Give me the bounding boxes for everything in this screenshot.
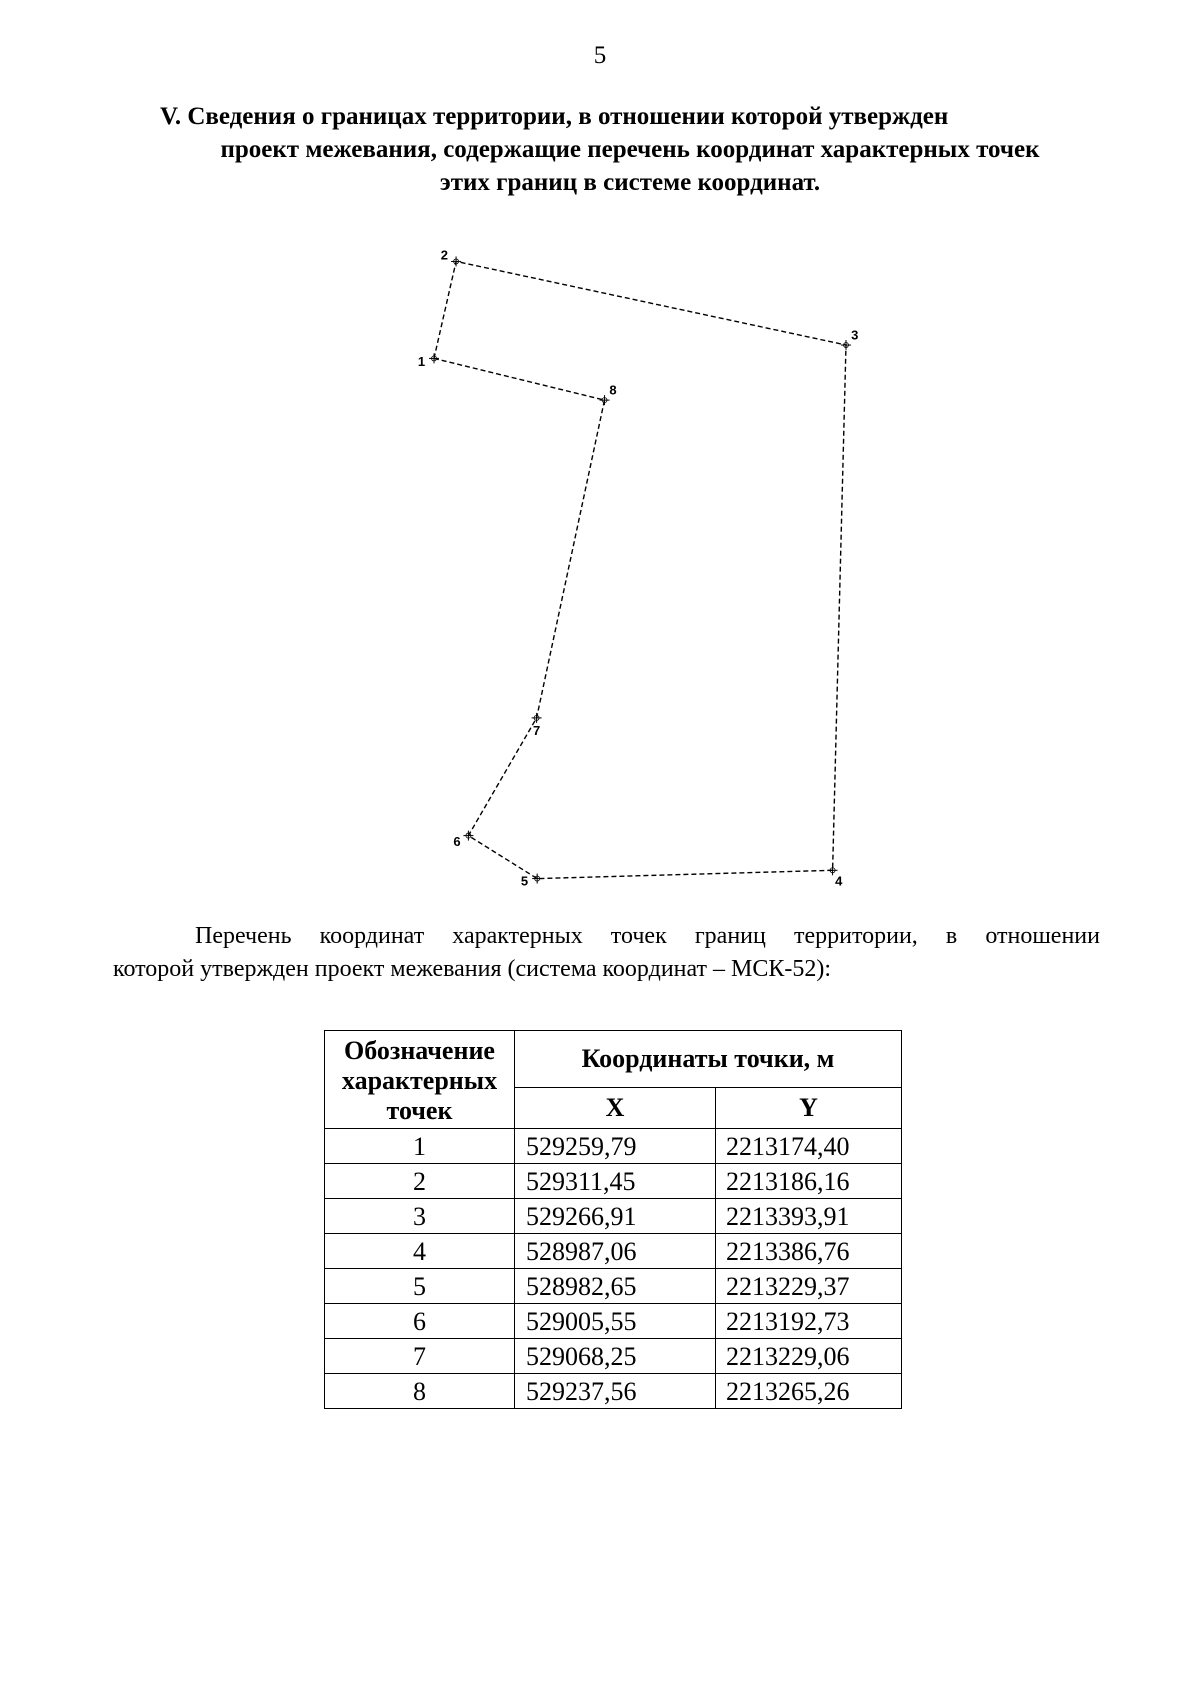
cell-x: 528982,65 <box>515 1269 716 1304</box>
cell-x: 529068,25 <box>515 1339 716 1374</box>
table-row <box>325 1129 902 1164</box>
cell-x: 529311,45 <box>515 1164 716 1199</box>
boundary-point-label: 8 <box>609 382 617 398</box>
table-row <box>325 1339 902 1374</box>
cell-y: 2213186,16 <box>716 1164 902 1199</box>
paragraph-line-1: Перечень координат характерных точек границ территории, в отношении <box>195 923 1100 949</box>
cell-point: 8 <box>325 1374 515 1409</box>
boundary-point-marker <box>463 831 473 841</box>
cell-x: 529005,55 <box>515 1304 716 1339</box>
boundary-point-marker <box>532 874 542 884</box>
cell-point: 1 <box>325 1129 515 1164</box>
boundary-point-label: 2 <box>440 247 449 263</box>
table-row <box>325 1304 902 1339</box>
header-y: Y <box>716 1088 902 1129</box>
cell-y: 2213174,40 <box>716 1129 902 1164</box>
cell-y: 2213229,06 <box>716 1339 902 1374</box>
cell-y: 2213393,91 <box>716 1199 902 1234</box>
heading-line-2: проект межевания, содержащие перечень координат характерных точек <box>220 136 1040 163</box>
table-header-row <box>325 1031 902 1088</box>
table-row <box>325 1234 902 1269</box>
boundary-point-label: 6 <box>453 833 461 849</box>
coordinates-table <box>324 1030 902 1409</box>
header-x: X <box>515 1088 716 1129</box>
cell-x: 529259,79 <box>515 1129 716 1164</box>
header-coordinates: Координаты точки, м <box>515 1031 902 1088</box>
boundary-outline <box>434 261 846 878</box>
boundary-point-marker <box>451 256 461 266</box>
cell-point: 7 <box>325 1339 515 1374</box>
cell-x: 528987,06 <box>515 1234 716 1269</box>
coordinates-intro-paragraph <box>113 920 1100 986</box>
paragraph-line-2: которой утвержден проект межевания (система координат – МСК-52): <box>113 956 832 982</box>
cell-x: 529266,91 <box>515 1199 716 1234</box>
cell-x: 529237,56 <box>515 1374 716 1409</box>
cell-point: 2 <box>325 1164 515 1199</box>
cell-point: 5 <box>325 1269 515 1304</box>
cell-point: 6 <box>325 1304 515 1339</box>
table-row <box>325 1269 902 1304</box>
cell-y: 2213229,37 <box>716 1269 902 1304</box>
table-row <box>325 1164 902 1199</box>
cell-point: 3 <box>325 1199 515 1234</box>
boundary-diagram <box>410 225 870 915</box>
cell-point: 4 <box>325 1234 515 1269</box>
header-designation: Обозначение характерных точек <box>325 1031 515 1129</box>
cell-y: 2213386,76 <box>716 1234 902 1269</box>
table-row <box>325 1374 902 1409</box>
cell-y: 2213265,26 <box>716 1374 902 1409</box>
page-number: 5 <box>593 42 607 69</box>
boundary-point-label: 3 <box>851 327 859 343</box>
boundary-point-marker <box>429 353 439 363</box>
boundary-point-marker <box>600 395 610 405</box>
boundary-point-label: 7 <box>532 722 541 738</box>
table-row <box>325 1199 902 1234</box>
cell-y: 2213192,73 <box>716 1304 902 1339</box>
boundary-point-label: 1 <box>417 354 426 369</box>
boundary-point-marker <box>841 340 851 350</box>
boundary-point-marker <box>532 713 542 723</box>
boundary-point-label: 4 <box>835 873 843 889</box>
heading-line-3: этих границ в системе координат. <box>439 169 821 196</box>
boundary-point-label: 5 <box>520 873 529 889</box>
heading-line-1: V. Сведения о границах территории, в отношении которой утвержден <box>160 103 949 130</box>
section-heading <box>150 100 1110 199</box>
